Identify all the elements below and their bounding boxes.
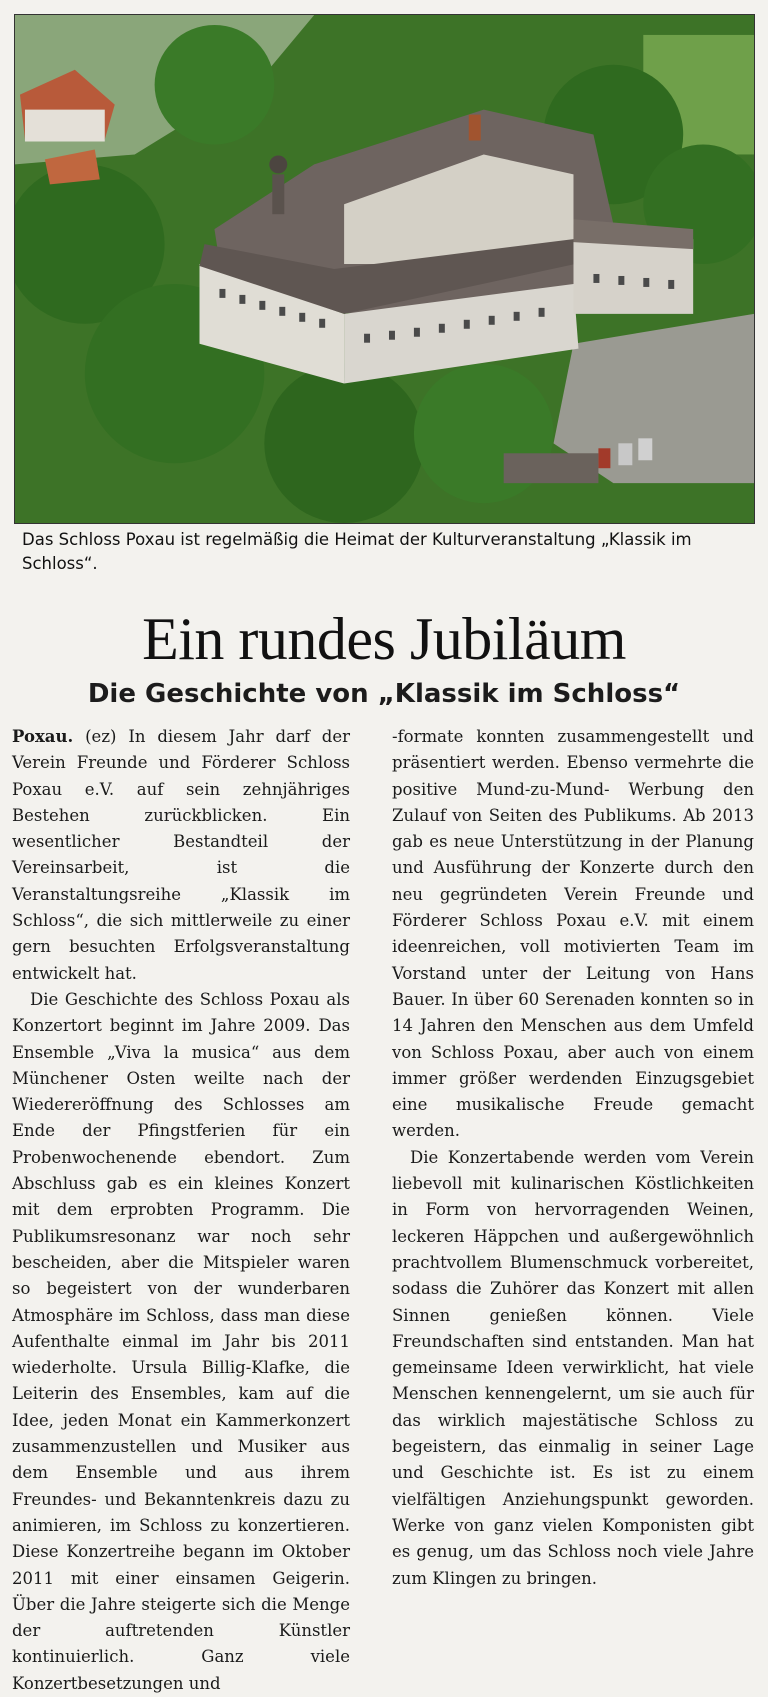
castle-illustration bbox=[15, 15, 754, 523]
headline: Ein rundes Jubiläum bbox=[142, 606, 626, 672]
article-paragraph bbox=[12, 724, 350, 987]
photo-caption: Das Schloss Poxau ist regelmäßig die Heimat der Kulturveranstaltung „Klassik im Schloss“. bbox=[22, 530, 692, 573]
article-paragraph: -formate konnten zusammengestellt und präsentiert werden. Ebenso vermehrte die positive Mund-zu-Mund- Werbung den Zulauf von Seiten des Publikums. Ab 2013 gab es neue Unterstützung in der Planung und Ausführung der Konzerte durch den neu gegründeten Verein Freunde und Förderer Schloss Poxau e.V. mit einem ideenreichen, voll motivierten Team im Vorstand unter der Leitung von Hans Bauer. In über 60 Serenaden konnten so in 14 Jahren den Menschen aus dem Umfeld von Schloss Poxau, aber auch von einem immer größer werdenden Einzugsgebiet eine musikalische Freude gemacht werden. bbox=[392, 727, 754, 1141]
article-paragraph: Die Konzertabende werden vom Verein liebevoll mit kulinarischen Köstlichkeiten in Form von hervorragenden Weinen, leckeren Häppchen und außergewöhnlich prachtvollem Blumenschmuck vorbereitet, sodass die Zuhörer das Konzert mit allen Sinnen genießen können. Viele Freundschaften sind entstanden. Man hat gemeinsame Ideen verwirklicht, hat viele Menschen kennengelernt, um sie auch für das wirklich majestätische Schloss zu begeistern, das einmalig in seiner Lage und Geschichte ist. Es ist zu einem vielfältigen Anziehungspunkt geworden. Werke von ganz vielen Komponisten gibt es genug, um das Schloss noch viele Jahre zum Klingen zu bringen. bbox=[392, 1147, 754, 1588]
dateline: Poxau. bbox=[12, 727, 74, 746]
article-paragraph-text: (ez) In diesem Jahr darf der Verein Freunde und Förderer Schloss Poxau e.V. auf sein zehnjähriges Bestehen zurückblicken. Ein wesentlicher Bestandteil der Vereinsarbeit, ist die Veranstaltungsreihe „Klassik im Schloss“, die sich mittlerweile zu einer gern besuchten Erfolgsveranstaltung entwickelt hat. bbox=[12, 727, 350, 983]
article-column-right bbox=[392, 724, 754, 1592]
article-paragraph: Die Geschichte des Schloss Poxau als Konzertort beginnt im Jahre 2009. Das Ensemble „Viva la musica“ aus dem Münchener Osten weilte nach der Wiedereröffnung des Schlosses am Ende der Pfingstferien für ein Probenwochenende ebendort. Zum Abschluss gab es ein kleines Konzert mit dem erprobten Programm. Die Publikumsresonanz war noch sehr bescheiden, aber die Mitspieler waren so begeistert von der wunderbaren Atmosphäre im Schloss, dass man diese Aufenthalte einmal im Jahr bis 2011 wiederholte. Ursula Billig-Klafke, die Leiterin des Ensembles, kam auf die Idee, jeden Monat ein Kammerkonzert zusammenzustellen und Musiker aus dem Ensemble und aus ihrem Freundes- und Bekanntenkreis dazu zu animieren, im Schloss zu konzertieren. Diese Konzertreihe begann im Oktober 2011 mit einer einsamen Geigerin. Über die Jahre steigerte sich die Menge der auftretenden Künstler kontinuierlich. Ganz viele Konzertbesetzungen und bbox=[12, 989, 350, 1693]
subheadline: Die Geschichte von „Klassik im Schloss“ bbox=[87, 679, 681, 709]
aerial-castle-photo bbox=[14, 14, 755, 524]
article-column-left bbox=[12, 724, 350, 1697]
